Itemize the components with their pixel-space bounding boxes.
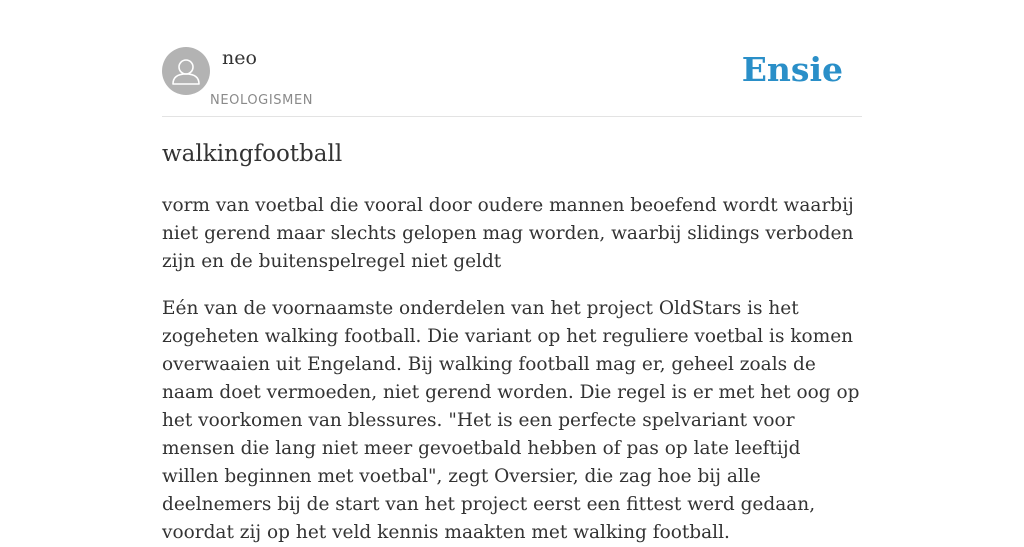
brand-logo[interactable]: Ensie xyxy=(741,50,843,89)
collection-label[interactable]: NEOLOGISMEN xyxy=(210,93,314,108)
entry-header xyxy=(162,0,862,117)
avatar[interactable] xyxy=(162,47,210,95)
entry-term: walkingfootball xyxy=(162,141,343,167)
user-icon xyxy=(162,47,210,95)
entry-definition: vorm van voetbal die vooral door oudere mannen beoefend wordt waarbij niet gerend maar slechts gelopen mag worden, waarbij slidings verboden zijn en de buitenspelregel niet geldt xyxy=(162,195,854,272)
page-container xyxy=(162,0,862,543)
username[interactable]: neo xyxy=(222,47,257,69)
entry-example: Eén van de voornaamste onderdelen van het project OldStars is het zogeheten walking football. Die variant op het reguliere voetbal is komen overwaaien uit Engeland. Bij walking football mag er, geheel zoals de naam doet vermoeden, niet gerend worden. Die regel is er met het oog op het voorkomen van blessures. "Het is een perfecte spelvariant voor mensen die lang niet meer gevoetbald hebben of pas op late leeftijd willen beginnen met voetbal", zegt Oversier, die zag hoe bij alle deelnemers bij de start van het project eerst een fittest werd gedaan, voordat zij op het veld kennis maakten met walking football. xyxy=(162,298,860,543)
